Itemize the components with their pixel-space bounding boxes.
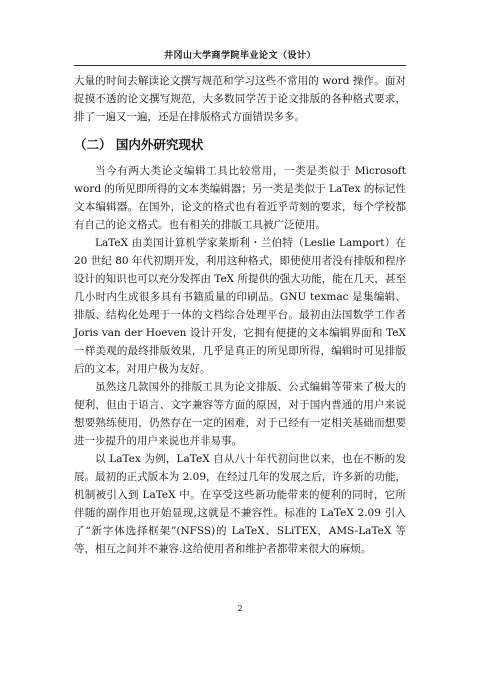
paragraph-domestic-difficulty: 虽然这几款国外的排版工具为论文排版、公式编辑等带来了极大的便利，但由于语言、文字兼容等方面的原因，对于国内普通的用户来说想要熟练使用，仍然存在一定的困难，对于已经有一定相关基础而想要进一步提升的用户来说也并非易事。 [74, 381, 406, 447]
paragraph-editors: 当今有两大类论文编辑工具比较常用，一类是类似于 Microsoft word 的所见即所得的文本类编辑器；另一类是类似于 LaTex 的标记性文本编辑器。在国外，论文的格式也有着近乎苛刻的要求，每个学校都有自己的论文格式。也有相关的排版工具被广泛使用。 [74, 165, 406, 231]
document-body [74, 72, 406, 558]
paragraph-latex-compatibility: 以 LaTex 为例，LaTeX 自从八十年代初问世以来，也在不断的发展。最初的正式版本为 2.09，在经过几年的发展之后，许多新的功能，机制被引入到 LaTeX 中。在享受这些新功能带来的便利的同时，它所伴随的副作用也开始显现,这就是不兼容性。标准的 LaTeX 2.09 引入了“新字体选择框架”(NFSS)的 LaTeX、SLiTEX，AMS-LaTeX 等等，相互之间并不兼容.这给使用者和维护者都带来很大的麻烦。 [74, 453, 406, 555]
running-header: 井冈山大学商学院毕业论文（设计） [74, 48, 406, 66]
section-heading: （二） 国内外研究现状 [74, 137, 204, 152]
paragraph-latex-history: LaTeX 由美国计算机学家莱斯利・兰伯特（Leslie Lamport）在 20 世纪 80 年代初期开发，利用这种格式，即使使用者没有排版和程序设计的知识也可以充分发挥由 TeX 所提供的强大功能，能在几天，甚至几小时内生成很多具有书籍质量的印刷品。GNU texmac 是集编辑、排版、结构化处理于一体的文档综合处理平台。最初由法国数学工作者 Joris van der Hoeven 设计开发，它拥有便捷的文本编辑界面和 TeX 一样美观的最终排版效果，几乎是真正的所见即所得，编辑时可见排版后的文本，对用户极为友好。 [74, 237, 406, 375]
paragraph-continuation: 大量的时间去解读论文撰写规范和学习这些不常用的 word 操作。面对捉摸不透的论文撰写规范，大多数同学苦于论文排版的各种格式要求，排了一遍又一遍，还是在排版格式方面错误多多。 [74, 75, 406, 123]
page-number: 2 [237, 604, 243, 613]
